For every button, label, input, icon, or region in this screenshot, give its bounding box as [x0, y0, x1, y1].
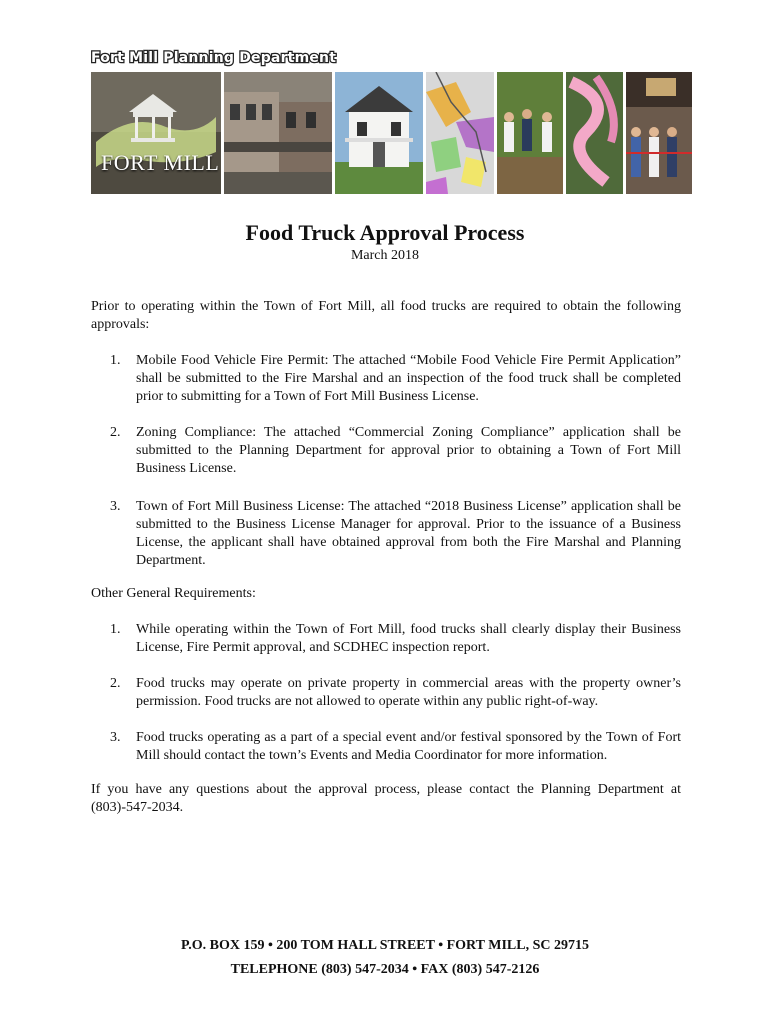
list-item — [110, 729, 681, 765]
list-item — [110, 352, 681, 424]
logo-panel — [91, 72, 221, 194]
other-requirements-heading: Other General Requirements: — [91, 586, 256, 601]
footer-address: P.O. BOX 159 • 200 TOM HALL STREET • FORT MILL, SC 29715 — [180, 938, 589, 953]
zoning-map — [426, 72, 494, 194]
item-number: 1. — [110, 622, 121, 637]
list-item — [110, 675, 681, 729]
requirements-list — [110, 621, 681, 765]
list-item — [110, 498, 681, 570]
item-text: Food trucks may operate on private property in commercial areas with the property owner’s permission. Food trucks are not allowed to operate within any public right-of-way. — [136, 676, 681, 709]
document-title: Food Truck Approval Process — [245, 220, 525, 245]
item-text: Mobile Food Vehicle Fire Permit: The attached “Mobile Food Vehicle Fire Permit Application” shall be submitted to the Fire Marshal and an inspection of the food truck shall be completed prior to submitting for a Town of Fort Mill Business License. — [136, 353, 681, 404]
intro-paragraph: Prior to operating within the Town of Fort Mill, all food trucks are required to obtain the following approvals: — [91, 299, 681, 332]
item-number: 2. — [110, 425, 121, 440]
groundbreaking-photo — [497, 72, 563, 194]
ribbon-cutting-photo — [626, 72, 692, 194]
item-text: Zoning Compliance: The attached “Commercial Zoning Compliance” application shall be submitted to the Planning Department for approval prior to obtaining a Town of Fort Mill Business License. — [136, 425, 681, 476]
header-banner — [91, 72, 683, 194]
item-number: 3. — [110, 499, 121, 514]
house-photo — [335, 72, 423, 194]
item-text: Town of Fort Mill Business License: The attached “2018 Business License” application shall be submitted to the Business License Manager for approval. Prior to the issuance of a Business License, the applicant shall have obtained approval from both the Fire Marshal and Planning Department. — [136, 499, 681, 568]
subdivision-plan — [566, 72, 623, 194]
item-number: 1. — [110, 353, 121, 368]
footer-phone: TELEPHONE (803) 547-2034 • FAX (803) 547-2126 — [230, 962, 540, 977]
item-number: 3. — [110, 730, 121, 745]
department-title: Fort Mill Planning Department — [91, 50, 337, 66]
closing-paragraph: If you have any questions about the approval process, please contact the Planning Department at (803)-547-2034. — [91, 782, 681, 815]
list-item — [110, 424, 681, 498]
list-item — [110, 621, 681, 675]
item-text: Food trucks operating as a part of a special event and/or festival sponsored by the Town of Fort Mill should contact the town’s Events and Media Coordinator for more information. — [136, 730, 681, 763]
approvals-list — [110, 352, 681, 570]
item-number: 2. — [110, 676, 121, 691]
document-date: March 2018 — [350, 248, 420, 263]
logo-text: FORT MILL — [101, 150, 220, 175]
street-photo — [224, 72, 332, 194]
item-text: While operating within the Town of Fort Mill, food trucks shall clearly display their Business License, Fire Permit approval, and SCDHEC inspection report. — [136, 622, 681, 655]
